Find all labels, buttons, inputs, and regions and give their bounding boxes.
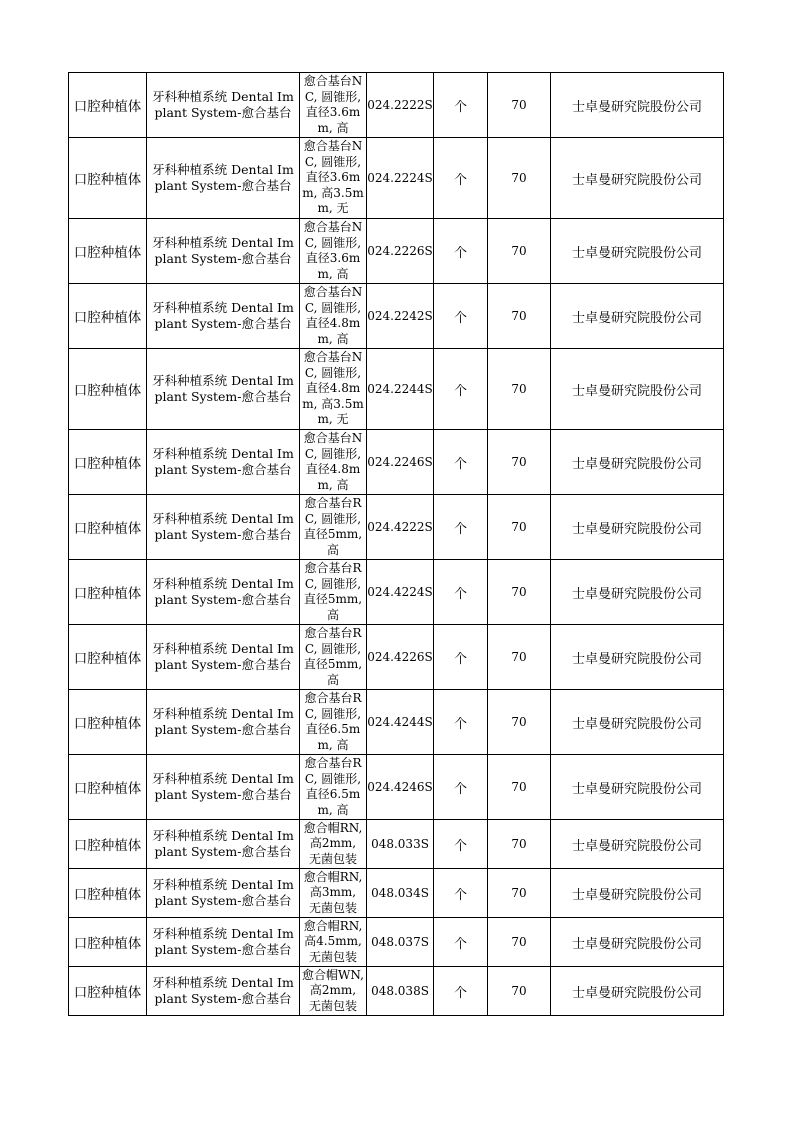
model-cell-text: 024.4226S xyxy=(367,650,433,664)
company-cell xyxy=(551,495,724,560)
spec-cell-text: 愈合帽RN, 高3mm, 无菌包装 xyxy=(303,869,363,915)
unit-cell xyxy=(434,967,488,1016)
table-row xyxy=(69,495,724,560)
table-row xyxy=(69,349,724,430)
quantity-cell-text: 70 xyxy=(511,520,527,534)
company-cell-text: 士卓曼研究院股份公司 xyxy=(571,781,702,797)
category-cell xyxy=(69,625,147,690)
unit-cell-text: 个 xyxy=(453,651,467,667)
spec-cell-text: 愈合基台NC, 圆锥形, 直径3.6mm, 高3.5mm, 无 xyxy=(302,139,364,216)
category-cell-text: 口腔种植体 xyxy=(73,456,142,472)
spec-cell xyxy=(300,918,367,967)
product-name-cell xyxy=(147,349,300,430)
table-row xyxy=(69,560,724,625)
category-cell xyxy=(69,138,147,219)
category-cell-text: 口腔种植体 xyxy=(73,521,142,537)
product-name-cell-text: 牙科种植系统 Dental Implant System-愈合基台 xyxy=(152,235,294,266)
unit-cell-text: 个 xyxy=(453,99,467,115)
product-name-cell-text: 牙科种植系统 Dental Implant System-愈合基台 xyxy=(152,828,294,859)
category-cell-text: 口腔种植体 xyxy=(73,936,142,952)
model-cell xyxy=(367,73,434,138)
spec-cell-text: 愈合基台NC, 圆锥形, 直径4.8mm, 高 xyxy=(303,285,363,346)
unit-cell xyxy=(434,820,488,869)
company-cell xyxy=(551,284,724,349)
spec-cell xyxy=(300,495,367,560)
product-name-cell xyxy=(147,560,300,625)
model-cell-text: 024.4222S xyxy=(367,520,433,534)
category-cell-text: 口腔种植体 xyxy=(73,99,142,115)
quantity-cell xyxy=(488,690,551,755)
company-cell xyxy=(551,820,724,869)
product-name-cell-text: 牙科种植系统 Dental Implant System-愈合基台 xyxy=(152,511,294,542)
spec-cell-text: 愈合帽RN, 高2mm, 无菌包装 xyxy=(303,820,363,866)
product-name-cell-text: 牙科种植系统 Dental Implant System-愈合基台 xyxy=(152,706,294,737)
quantity-cell-text: 70 xyxy=(511,650,527,664)
spec-cell xyxy=(300,560,367,625)
quantity-cell-text: 70 xyxy=(511,585,527,599)
category-cell-text: 口腔种植体 xyxy=(73,172,142,188)
spec-cell xyxy=(300,349,367,430)
spec-cell-text: 愈合帽RN, 高4.5mm, 无菌包装 xyxy=(303,918,363,964)
quantity-cell xyxy=(488,918,551,967)
company-cell xyxy=(551,690,724,755)
product-name-cell xyxy=(147,820,300,869)
quantity-cell xyxy=(488,219,551,284)
quantity-cell-text: 70 xyxy=(511,935,527,949)
quantity-cell xyxy=(488,430,551,495)
model-cell-text: 048.033S xyxy=(371,837,429,851)
table-row xyxy=(69,820,724,869)
product-name-cell-text: 牙科种植系统 Dental Implant System-愈合基台 xyxy=(152,926,294,957)
quantity-cell-text: 70 xyxy=(511,309,527,323)
product-name-cell xyxy=(147,755,300,820)
company-cell-text: 士卓曼研究院股份公司 xyxy=(571,172,702,188)
category-cell-text: 口腔种植体 xyxy=(73,781,142,797)
spec-cell xyxy=(300,869,367,918)
product-table xyxy=(68,72,724,1016)
quantity-cell-text: 70 xyxy=(511,715,527,729)
unit-cell-text: 个 xyxy=(453,383,467,399)
category-cell-text: 口腔种植体 xyxy=(73,651,142,667)
table-row xyxy=(69,138,724,219)
quantity-cell xyxy=(488,755,551,820)
category-cell xyxy=(69,967,147,1016)
quantity-cell-text: 70 xyxy=(511,171,527,185)
quantity-cell-text: 70 xyxy=(511,837,527,851)
spec-cell-text: 愈合基台RC, 圆锥形, 直径5mm, 高 xyxy=(303,561,363,622)
product-name-cell xyxy=(147,690,300,755)
model-cell-text: 024.2244S xyxy=(367,382,433,396)
category-cell xyxy=(69,690,147,755)
quantity-cell xyxy=(488,495,551,560)
model-cell xyxy=(367,625,434,690)
unit-cell xyxy=(434,625,488,690)
company-cell-text: 士卓曼研究院股份公司 xyxy=(571,383,702,399)
spec-cell-text: 愈合基台NC, 圆锥形, 直径3.6mm, 高 xyxy=(303,220,363,281)
category-cell-text: 口腔种植体 xyxy=(73,383,142,399)
company-cell xyxy=(551,869,724,918)
model-cell-text: 024.2242S xyxy=(367,309,433,323)
product-name-cell-text: 牙科种植系统 Dental Implant System-愈合基台 xyxy=(152,771,294,802)
category-cell xyxy=(69,349,147,430)
quantity-cell xyxy=(488,625,551,690)
spec-cell-text: 愈合基台RC, 圆锥形, 直径5mm, 高 xyxy=(303,496,363,557)
quantity-cell-text: 70 xyxy=(511,886,527,900)
unit-cell-text: 个 xyxy=(453,172,467,188)
table-row xyxy=(69,918,724,967)
category-cell-text: 口腔种植体 xyxy=(73,838,142,854)
company-cell xyxy=(551,430,724,495)
unit-cell-text: 个 xyxy=(453,838,467,854)
unit-cell xyxy=(434,690,488,755)
company-cell-text: 士卓曼研究院股份公司 xyxy=(571,245,702,261)
unit-cell-text: 个 xyxy=(453,781,467,797)
category-cell-text: 口腔种植体 xyxy=(73,887,142,903)
unit-cell xyxy=(434,869,488,918)
product-name-cell xyxy=(147,219,300,284)
model-cell xyxy=(367,284,434,349)
product-name-cell xyxy=(147,138,300,219)
model-cell xyxy=(367,918,434,967)
product-name-cell xyxy=(147,625,300,690)
company-cell-text: 士卓曼研究院股份公司 xyxy=(571,586,702,602)
table-row xyxy=(69,430,724,495)
category-cell xyxy=(69,869,147,918)
table-row xyxy=(69,284,724,349)
category-cell-text: 口腔种植体 xyxy=(73,245,142,261)
unit-cell xyxy=(434,219,488,284)
unit-cell xyxy=(434,430,488,495)
unit-cell-text: 个 xyxy=(453,521,467,537)
unit-cell xyxy=(434,560,488,625)
unit-cell xyxy=(434,284,488,349)
product-name-cell xyxy=(147,967,300,1016)
category-cell-text: 口腔种植体 xyxy=(73,985,142,1001)
unit-cell xyxy=(434,755,488,820)
model-cell-text: 024.2224S xyxy=(367,171,433,185)
product-name-cell-text: 牙科种植系统 Dental Implant System-愈合基台 xyxy=(152,446,294,477)
company-cell-text: 士卓曼研究院股份公司 xyxy=(571,887,702,903)
model-cell-text: 048.034S xyxy=(371,886,429,900)
company-cell-text: 士卓曼研究院股份公司 xyxy=(571,936,702,952)
quantity-cell xyxy=(488,138,551,219)
product-name-cell-text: 牙科种植系统 Dental Implant System-愈合基台 xyxy=(152,162,294,193)
model-cell xyxy=(367,219,434,284)
model-cell-text: 048.037S xyxy=(371,935,429,949)
product-name-cell-text: 牙科种植系统 Dental Implant System-愈合基台 xyxy=(152,641,294,672)
spec-cell-text: 愈合基台NC, 圆锥形, 直径3.6mm, 高 xyxy=(303,74,363,135)
quantity-cell-text: 70 xyxy=(511,244,527,258)
company-cell-text: 士卓曼研究院股份公司 xyxy=(571,651,702,667)
quantity-cell-text: 70 xyxy=(511,780,527,794)
category-cell xyxy=(69,284,147,349)
company-cell-text: 士卓曼研究院股份公司 xyxy=(571,456,702,472)
category-cell xyxy=(69,560,147,625)
model-cell xyxy=(367,349,434,430)
company-cell xyxy=(551,625,724,690)
quantity-cell xyxy=(488,349,551,430)
product-name-cell-text: 牙科种植系统 Dental Implant System-愈合基台 xyxy=(152,576,294,607)
product-name-cell xyxy=(147,495,300,560)
quantity-cell-text: 70 xyxy=(511,98,527,112)
quantity-cell xyxy=(488,967,551,1016)
quantity-cell xyxy=(488,869,551,918)
table-row xyxy=(69,755,724,820)
spec-cell-text: 愈合帽WN, 高2mm, 无菌包装 xyxy=(302,967,364,1013)
model-cell-text: 024.2246S xyxy=(367,455,433,469)
product-name-cell xyxy=(147,284,300,349)
category-cell xyxy=(69,219,147,284)
product-name-cell-text: 牙科种植系统 Dental Implant System-愈合基台 xyxy=(152,877,294,908)
spec-cell-text: 愈合基台RC, 圆锥形, 直径5mm, 高 xyxy=(303,626,363,687)
spec-cell xyxy=(300,73,367,138)
table-row xyxy=(69,219,724,284)
company-cell-text: 士卓曼研究院股份公司 xyxy=(571,716,702,732)
model-cell xyxy=(367,869,434,918)
spec-cell xyxy=(300,690,367,755)
category-cell xyxy=(69,755,147,820)
quantity-cell xyxy=(488,560,551,625)
spec-cell xyxy=(300,625,367,690)
company-cell xyxy=(551,755,724,820)
model-cell xyxy=(367,755,434,820)
unit-cell-text: 个 xyxy=(453,245,467,261)
unit-cell-text: 个 xyxy=(453,887,467,903)
category-cell-text: 口腔种植体 xyxy=(73,716,142,732)
product-name-cell-text: 牙科种植系统 Dental Implant System-愈合基台 xyxy=(152,300,294,331)
category-cell xyxy=(69,430,147,495)
spec-cell xyxy=(300,138,367,219)
company-cell xyxy=(551,349,724,430)
company-cell xyxy=(551,138,724,219)
product-name-cell xyxy=(147,869,300,918)
spec-cell xyxy=(300,284,367,349)
product-name-cell-text: 牙科种植系统 Dental Implant System-愈合基台 xyxy=(152,89,294,120)
category-cell xyxy=(69,73,147,138)
spec-cell xyxy=(300,967,367,1016)
table-row xyxy=(69,967,724,1016)
company-cell xyxy=(551,967,724,1016)
model-cell-text: 024.4246S xyxy=(367,780,433,794)
category-cell-text: 口腔种植体 xyxy=(73,310,142,326)
category-cell xyxy=(69,918,147,967)
product-name-cell xyxy=(147,73,300,138)
table-row xyxy=(69,73,724,138)
table-row xyxy=(69,690,724,755)
unit-cell xyxy=(434,918,488,967)
unit-cell-text: 个 xyxy=(453,716,467,732)
unit-cell xyxy=(434,73,488,138)
spec-cell-text: 愈合基台RC, 圆锥形, 直径6.5mm, 高 xyxy=(304,756,362,817)
table-row xyxy=(69,869,724,918)
spec-cell xyxy=(300,755,367,820)
company-cell xyxy=(551,73,724,138)
model-cell-text: 048.038S xyxy=(371,984,429,998)
model-cell-text: 024.4224S xyxy=(367,585,433,599)
model-cell-text: 024.2222S xyxy=(367,98,433,112)
model-cell xyxy=(367,560,434,625)
category-cell xyxy=(69,495,147,560)
spec-cell xyxy=(300,430,367,495)
unit-cell-text: 个 xyxy=(453,456,467,472)
company-cell-text: 士卓曼研究院股份公司 xyxy=(571,985,702,1001)
unit-cell-text: 个 xyxy=(453,310,467,326)
company-cell-text: 士卓曼研究院股份公司 xyxy=(571,838,702,854)
company-cell-text: 士卓曼研究院股份公司 xyxy=(571,310,702,326)
unit-cell xyxy=(434,349,488,430)
quantity-cell xyxy=(488,820,551,869)
model-cell-text: 024.2226S xyxy=(367,244,433,258)
quantity-cell-text: 70 xyxy=(511,382,527,396)
spec-cell-text: 愈合基台RC, 圆锥形, 直径6.5mm, 高 xyxy=(304,691,362,752)
company-cell xyxy=(551,560,724,625)
model-cell-text: 024.4244S xyxy=(367,715,433,729)
unit-cell-text: 个 xyxy=(453,586,467,602)
spec-cell xyxy=(300,219,367,284)
model-cell xyxy=(367,967,434,1016)
quantity-cell xyxy=(488,284,551,349)
company-cell xyxy=(551,219,724,284)
quantity-cell-text: 70 xyxy=(511,984,527,998)
category-cell-text: 口腔种植体 xyxy=(73,586,142,602)
model-cell xyxy=(367,495,434,560)
model-cell xyxy=(367,430,434,495)
company-cell-text: 士卓曼研究院股份公司 xyxy=(571,521,702,537)
product-name-cell-text: 牙科种植系统 Dental Implant System-愈合基台 xyxy=(152,975,294,1006)
unit-cell xyxy=(434,138,488,219)
quantity-cell xyxy=(488,73,551,138)
spec-cell xyxy=(300,820,367,869)
product-table-body xyxy=(69,73,724,1016)
model-cell xyxy=(367,690,434,755)
table-row xyxy=(69,625,724,690)
product-name-cell-text: 牙科种植系统 Dental Implant System-愈合基台 xyxy=(152,373,294,404)
category-cell xyxy=(69,820,147,869)
model-cell xyxy=(367,820,434,869)
unit-cell-text: 个 xyxy=(453,985,467,1001)
company-cell xyxy=(551,918,724,967)
product-name-cell xyxy=(147,918,300,967)
model-cell xyxy=(367,138,434,219)
spec-cell-text: 愈合基台NC, 圆锥形, 直径4.8mm, 高 xyxy=(303,431,363,492)
company-cell-text: 士卓曼研究院股份公司 xyxy=(571,99,702,115)
quantity-cell-text: 70 xyxy=(511,455,527,469)
product-name-cell xyxy=(147,430,300,495)
unit-cell xyxy=(434,495,488,560)
unit-cell-text: 个 xyxy=(453,936,467,952)
spec-cell-text: 愈合基台NC, 圆锥形, 直径4.8mm, 高3.5mm, 无 xyxy=(302,350,364,427)
